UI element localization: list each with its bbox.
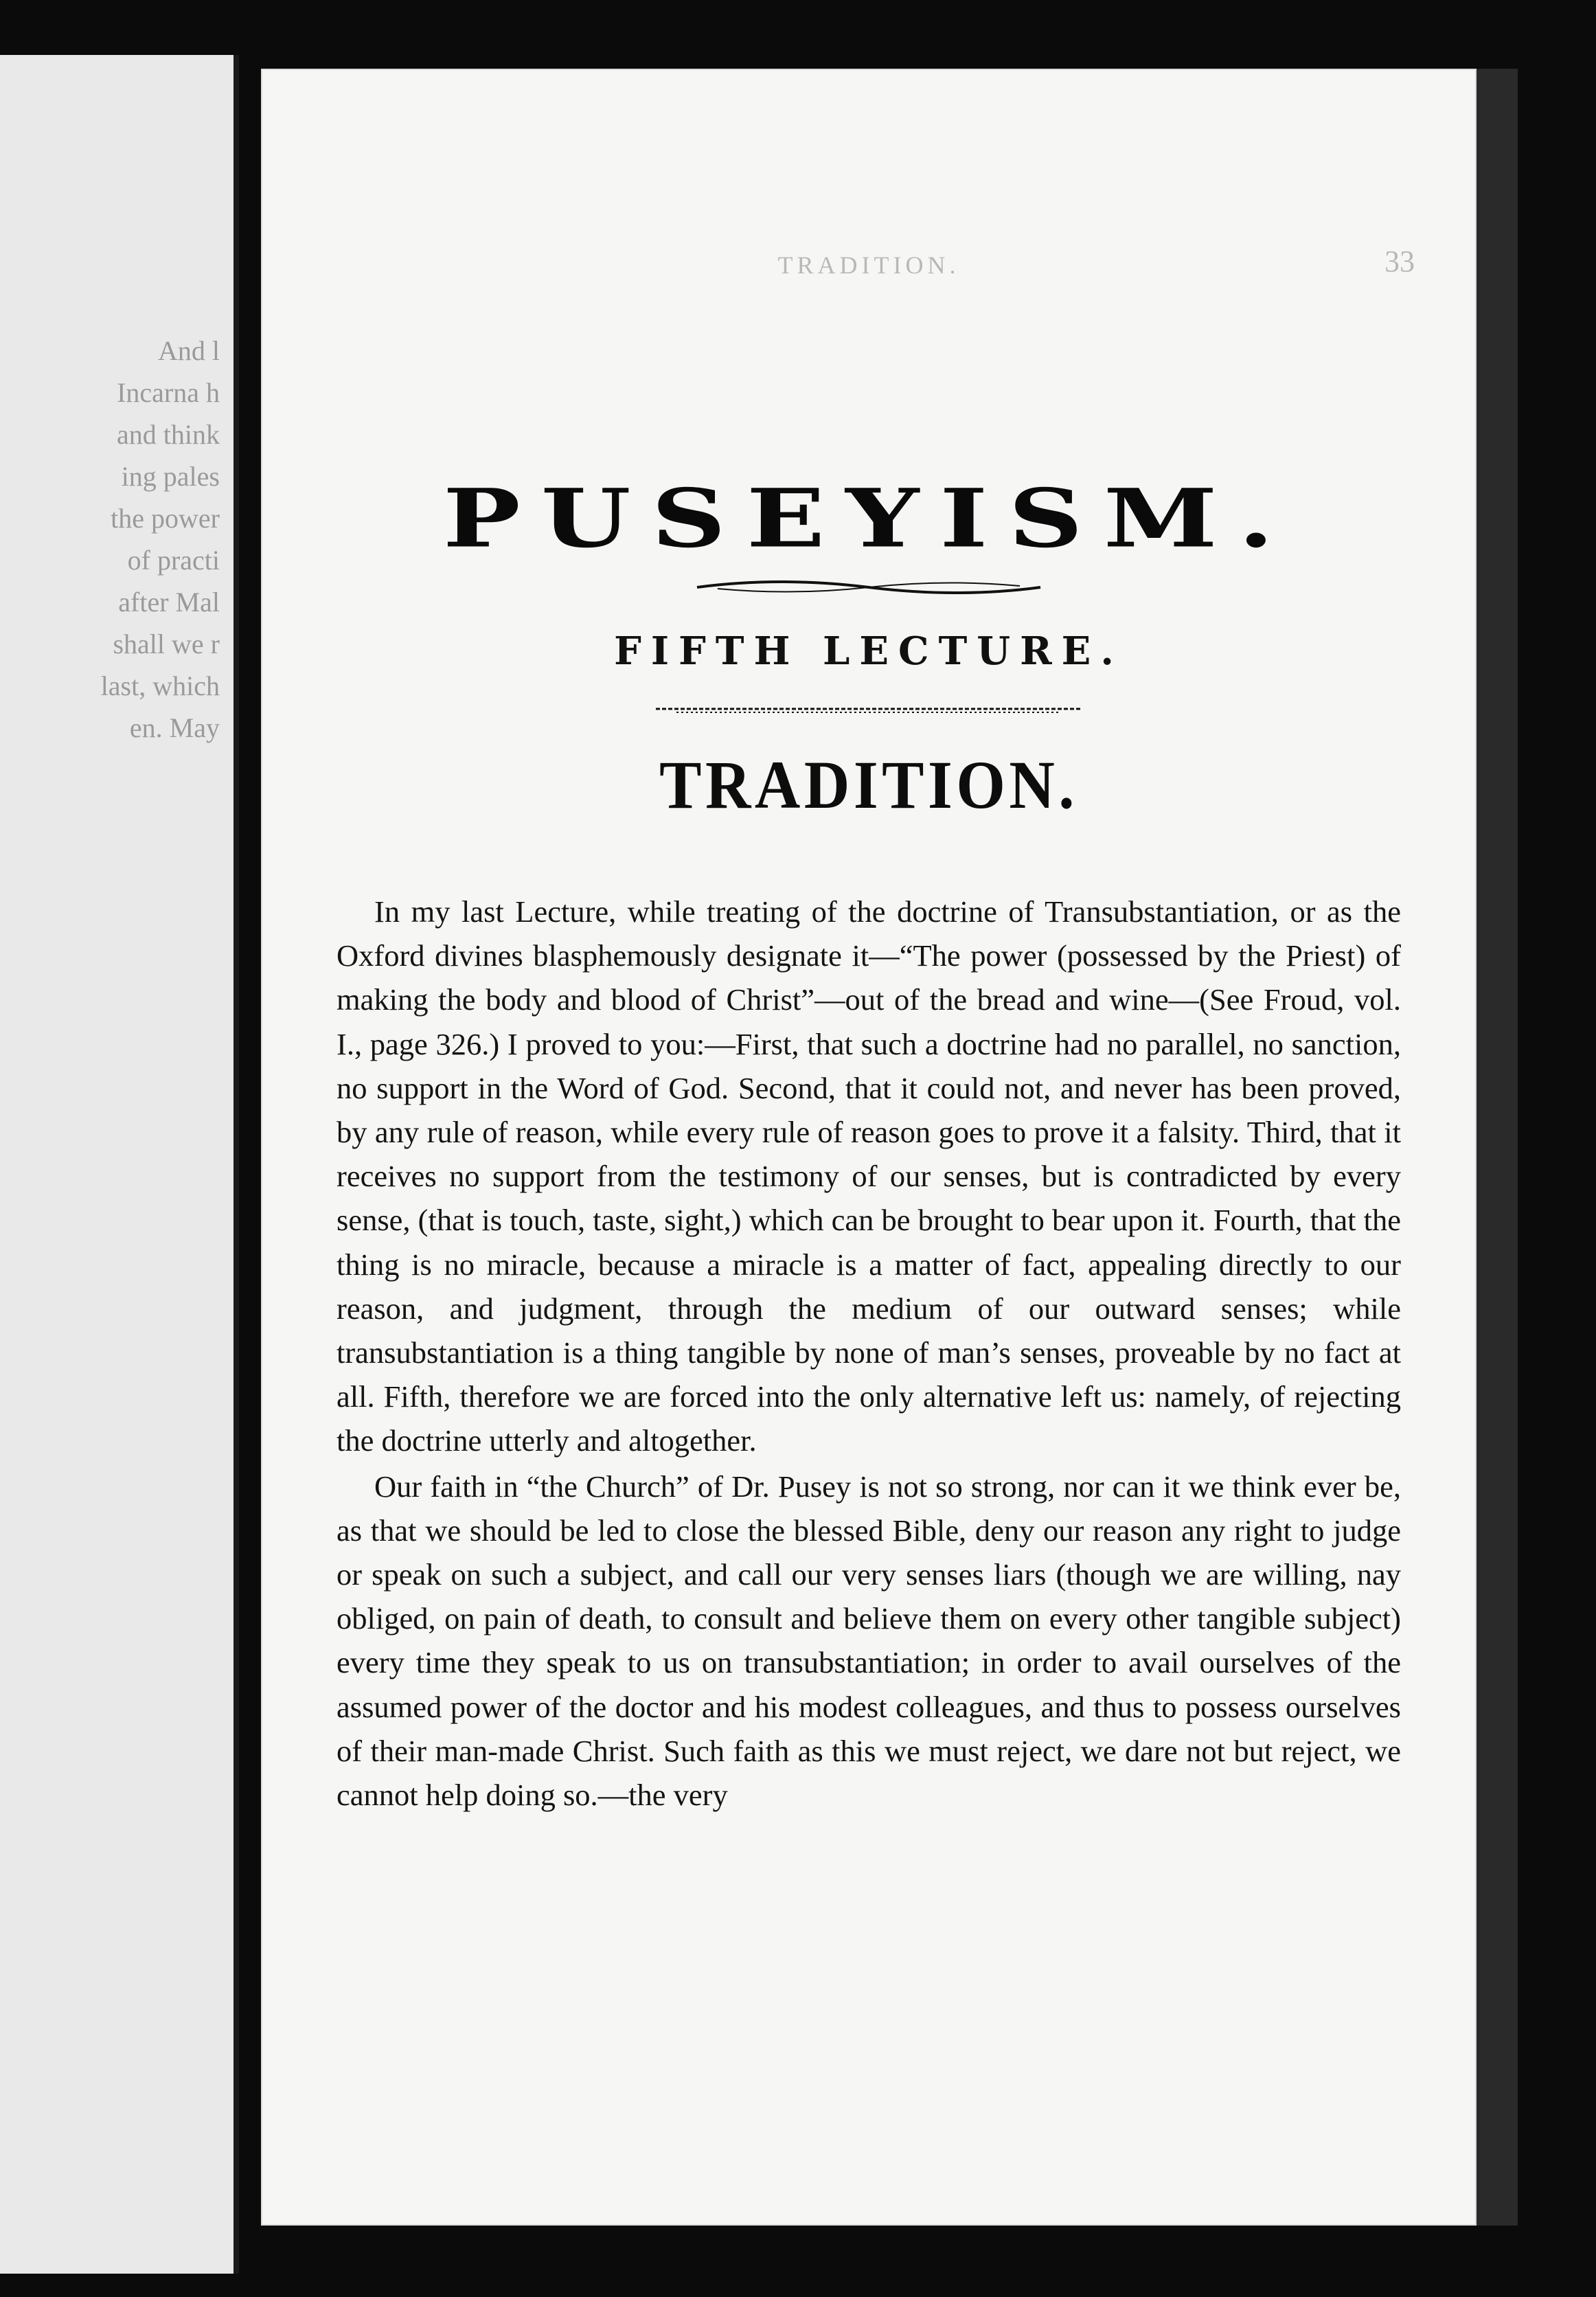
title-rule-ornament bbox=[261, 574, 1477, 604]
facing-page-edge bbox=[0, 55, 239, 2274]
show-through-header: TRADITION. bbox=[777, 251, 960, 279]
body-text bbox=[337, 890, 1401, 1817]
lecture-rule-ornament bbox=[261, 701, 1477, 720]
lecture-heading: FIFTH LECTURE. bbox=[614, 629, 1124, 674]
paragraph-1: In my last Lecture, while treating of the doctrine of Transubstantiation, or as the Oxford divines blasphemously designate it—“The power (possessed by the Priest) of making the body and blood of Christ”—out of the bread and wine—(See Froud, vol. I., page 326.) I proved to you:—First, that such a doctrine had no parallel, no sanction, no support in the Word of God. Second, that it could not, and never has been proved, by any rule of reason, while every rule of reason goes to prove it a falsity. Third, that it receives no support from the testimony of our senses, but is contradicted by every sense, (that is touch, taste, sight,) which can be brought to bear upon it. Fourth, that the thing is no miracle, because a miracle is a matter of fact, appealing directly to our reason, and judgment, through the medium of our outward senses; while transubstantiation is a thing tangible by none of man’s senses, proveable by no fact at all. Fifth, therefore we are forced into the only alternative left us: namely, of rejecting the doctrine utterly and altogether. bbox=[337, 894, 1401, 1458]
section-heading: TRADITION. bbox=[659, 747, 1078, 823]
paragraph-2: Our faith in “the Church” of Dr. Pusey is not so strong, nor can it we think ever be, as that we should be led to close the blessed Bible, deny our reason any right to judge or speak on such a subject, and call our very senses liars (though we are willing, nay obliged, on pain of death, to consult and believe them on every other tangible subject) every time they speak to us on transubstantiation; in order to avail ourselves of the assumed power of the doctor and his modest colleagues, and thus to possess ourselves of their man-made Christ. Such faith as this we must reject, we dare not but reject, we cannot help doing so.—the very bbox=[337, 1469, 1401, 1813]
show-through-page-number: 33 bbox=[1384, 245, 1415, 278]
book-page bbox=[261, 69, 1477, 2226]
page-title: PUSEYISM. bbox=[442, 471, 1295, 566]
facing-page-text: And l Incarna h and think ing pales the power of practi after Mal shall we r last, which en. May bbox=[100, 335, 220, 743]
page-edge-shadow bbox=[1477, 69, 1518, 2226]
